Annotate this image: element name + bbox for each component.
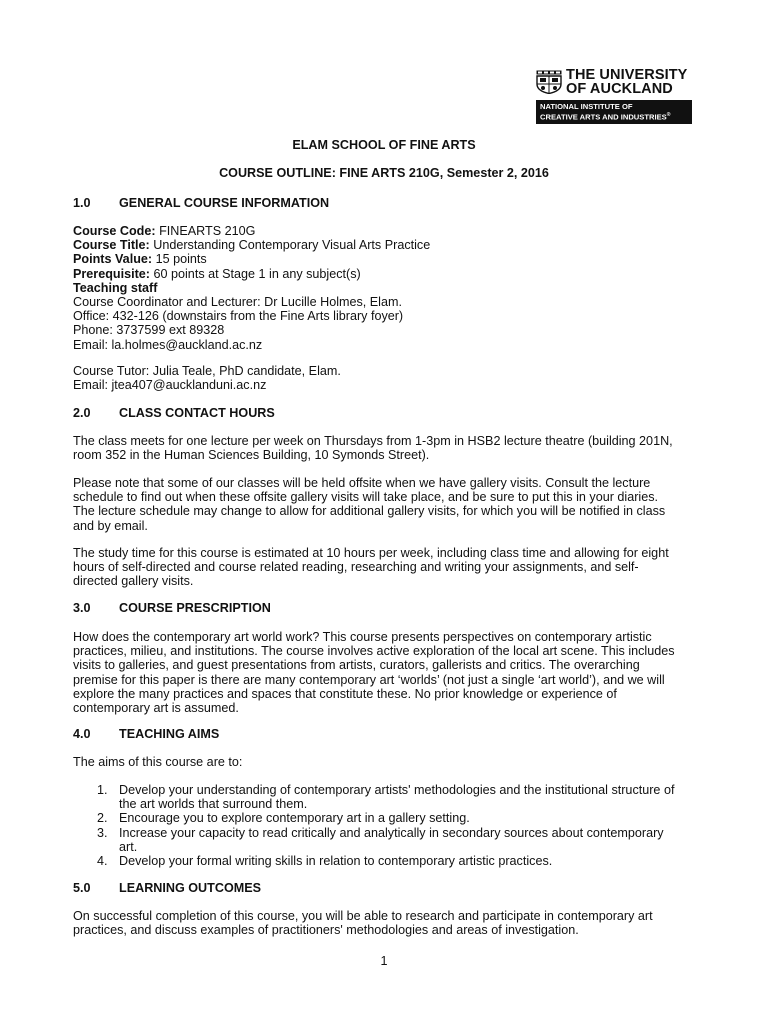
list-number: 1.	[97, 783, 108, 797]
section-title: LEARNING OUTCOMES	[119, 881, 262, 895]
paragraph-line: Please note that some of our classes will be held offsite when we have gallery visits. Consult the lecture	[73, 476, 651, 490]
section-title: CLASS CONTACT HOURS	[119, 406, 275, 420]
paragraph-line: directed gallery visits.	[73, 574, 194, 589]
course-title-label: Course Title:	[73, 238, 150, 253]
office-line: Office: 432-126 (downstairs from the Fine Arts library foyer)	[73, 309, 404, 324]
section-number: 4.0	[73, 727, 91, 741]
paragraph-line: schedule to find out when these offsite gallery visits will take place, and be sure to put this in your diaries.	[73, 490, 659, 505]
course-code-line	[73, 224, 695, 238]
paragraph-line: The class meets for one lecture per week on Thursdays from 1-3pm in HSB2 lecture theatre (building 201N,	[73, 434, 673, 448]
list-number: 2.	[97, 811, 108, 826]
course-title-line	[73, 238, 695, 252]
university-crest-icon	[536, 70, 562, 94]
list-item-line: art.	[119, 839, 138, 854]
registered-mark: ®	[666, 112, 671, 118]
paragraph-line: room 352 in the Human Sciences Building, 10 Symonds Street).	[73, 448, 430, 463]
paragraph-line: and by email.	[73, 518, 148, 533]
section-number: 2.0	[73, 406, 91, 420]
outcomes-paragraph	[73, 909, 695, 937]
prereq-label: Prerequisite:	[73, 266, 150, 281]
contact-hours-paragraph-3	[73, 546, 695, 589]
logo-line-1: THE UNIVERSITY	[566, 67, 688, 83]
aims-intro: The aims of this course are to:	[73, 755, 243, 769]
prereq-line	[73, 267, 695, 281]
prereq-value: 60 points at Stage 1 in any subject(s)	[150, 266, 361, 281]
course-code-label: Course Code:	[73, 224, 156, 238]
paragraph-line: premise for this paper is there are many contemporary art ‘worlds’ (not just a single ‘art world’), and we will	[73, 672, 665, 687]
list-item	[73, 811, 695, 825]
section-number: 5.0	[73, 881, 91, 895]
paragraph-line: practices, milieu, and institutions. The course involves active exploration of the local art scene. This includes	[73, 644, 675, 659]
course-title-value: Understanding Contemporary Visual Arts Practice	[149, 238, 431, 253]
course-outline-title: COURSE OUTLINE: FINE ARTS 210G, Semester 2, 2016	[219, 166, 549, 180]
contact-hours-paragraph-2	[73, 476, 695, 533]
coordinator-line: Course Coordinator and Lecturer: Dr Lucille Holmes, Elam.	[73, 295, 402, 310]
tutor-block	[73, 364, 695, 392]
list-number: 4.	[97, 854, 108, 869]
points-value: 15 points	[152, 252, 207, 267]
university-logo	[536, 68, 696, 124]
course-code-value: FINEARTS 210G	[155, 224, 256, 238]
section-heading-4	[73, 727, 219, 741]
section-title: TEACHING AIMS	[119, 727, 220, 741]
paragraph-line: visits to galleries, and guest presentations from artists, curators, gallerists and critics. The overarching	[73, 658, 640, 673]
paragraph-line: explore the many practices and spaces that constitute these. No prior knowledge or experience of	[73, 686, 617, 701]
paragraph-line: The study time for this course is estimated at 10 hours per week, including class time and allowing for eight	[73, 546, 669, 560]
section-heading-1	[73, 196, 329, 210]
list-item-line: Increase your capacity to read critically and analytically in secondary sources about contemporary	[119, 825, 664, 840]
list-item	[73, 854, 695, 868]
logo-line-2: OF AUCKLAND	[566, 81, 673, 97]
points-label: Points Value:	[73, 252, 153, 267]
list-item	[73, 783, 695, 811]
school-title: ELAM SCHOOL OF FINE ARTS	[292, 138, 476, 152]
contact-hours-paragraph-1	[73, 434, 695, 462]
list-item-line: Develop your formal writing skills in relation to contemporary artistic practices.	[119, 854, 553, 869]
page-number: 1	[380, 954, 388, 968]
list-item-line: Develop your understanding of contemporary artists' methodologies and the institutional structure of	[119, 783, 675, 797]
logo-band-line-2: CREATIVE ARTS AND INDUSTRIES	[540, 112, 667, 122]
paragraph-line: How does the contemporary art world work? This course presents perspectives on contemporary artistic	[73, 630, 652, 644]
logo-band	[536, 100, 692, 124]
paragraph-line: contemporary art is assumed.	[73, 701, 239, 716]
list-item-line: the art worlds that surround them.	[119, 797, 308, 812]
aims-list	[73, 783, 695, 868]
points-line	[73, 252, 695, 266]
course-info-block	[73, 224, 695, 352]
logo-band-line-1: NATIONAL INSTITUTE OF	[540, 102, 633, 111]
phone-line: Phone: 3737599 ext 89328	[73, 323, 225, 338]
section-heading-3	[73, 601, 271, 615]
paragraph-line: practices, and discuss examples of practitioners' methodologies and areas of investigation.	[73, 923, 579, 938]
tutor-email-line: Email: jtea407@aucklanduni.ac.nz	[73, 378, 267, 393]
list-number: 3.	[97, 825, 108, 840]
list-item	[73, 826, 695, 854]
section-heading-2	[73, 406, 275, 420]
section-number: 3.0	[73, 601, 91, 615]
tutor-line: Course Tutor: Julia Teale, PhD candidate, Elam.	[73, 364, 341, 378]
prescription-paragraph	[73, 630, 695, 715]
paragraph-line: The lecture schedule may change to allow for additional gallery visits, for which you will be notified in class	[73, 504, 666, 519]
section-title: COURSE PRESCRIPTION	[119, 601, 271, 615]
teaching-staff-heading: Teaching staff	[73, 280, 158, 295]
section-heading-5	[73, 881, 261, 895]
email-line: Email: la.holmes@auckland.ac.nz	[73, 337, 263, 352]
paragraph-line: hours of self-directed and course related reading, researching and writing your assignments, and self-	[73, 560, 639, 575]
paragraph-line: On successful completion of this course, you will be able to research and participate in contemporary art	[73, 909, 653, 923]
list-item-line: Encourage you to explore contemporary art in a gallery setting.	[119, 811, 470, 826]
section-number: 1.0	[73, 196, 91, 210]
section-title: GENERAL COURSE INFORMATION	[119, 196, 330, 210]
